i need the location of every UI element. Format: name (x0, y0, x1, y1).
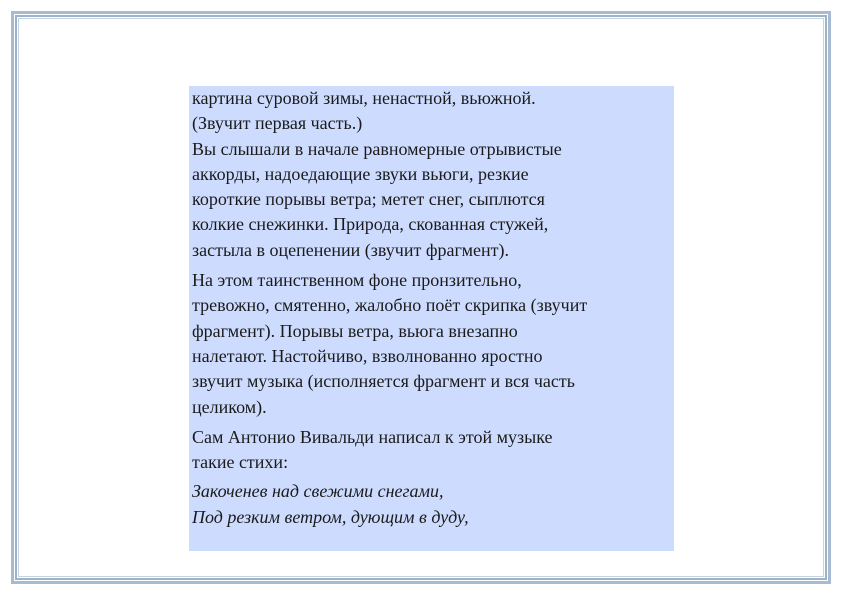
text-box (189, 86, 674, 551)
poem (192, 479, 674, 530)
paragraph-winter-description (192, 86, 674, 263)
text-line: картина суровой зимы, ненастной, вьюжной. (192, 88, 536, 108)
text-line: На этом таинственном фоне пронзительно, (192, 270, 522, 291)
text-line: Сам Антонио Вивальди написал к этой музыке (192, 426, 553, 447)
text-line: тревожно, смятенно, жалобно поёт скрипка (звучит (192, 295, 588, 316)
text-line: такие стихи: (192, 452, 289, 473)
poem-line: Закоченев над свежими снегами, (192, 481, 444, 502)
text-line: (Звучит первая часть.) (192, 113, 363, 134)
text-line: Вы слышали в начале равномерные отрывистые (192, 138, 562, 159)
paragraph-violin (192, 268, 674, 420)
text-line: налетают. Настойчиво, взволнованно яростно (192, 345, 543, 366)
text-line: целиком). (192, 396, 267, 417)
paragraph-vivaldi (192, 425, 674, 476)
text-line: фрагмент). Порывы ветра, вьюга внезапно (192, 320, 518, 341)
text-line: колкие снежинки. Природа, скованная стужей, (192, 214, 549, 235)
text-line: звучит музыка (исполняется фрагмент и вся часть (192, 371, 575, 392)
poem-line: Под резким ветром, дующим в дуду, (192, 506, 469, 527)
text-line: застыла в оцепенении (звучит фрагмент). (192, 239, 509, 260)
text-line: аккорды, надоедающие звуки вьюги, резкие (192, 163, 529, 184)
text-line: короткие порывы ветра; метет снег, сыплются (192, 189, 545, 210)
